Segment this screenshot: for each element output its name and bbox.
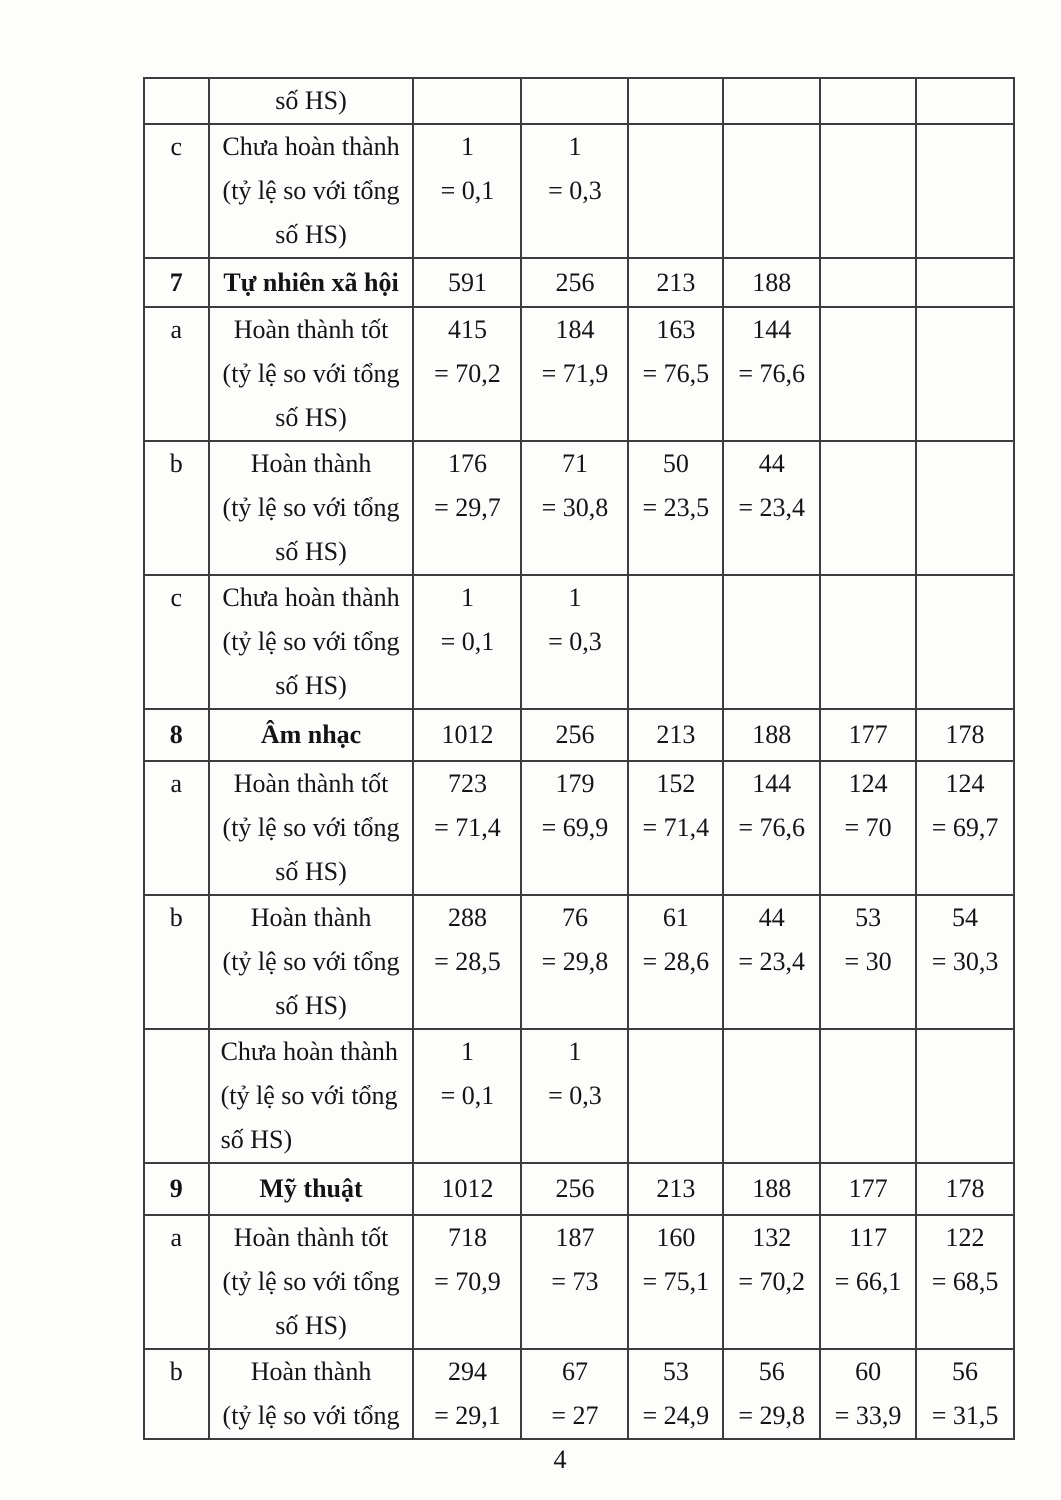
value-line: = 23,4 (738, 947, 806, 976)
value-cell (723, 761, 820, 895)
label-line: số HS) (275, 220, 347, 249)
table-row (144, 307, 1014, 441)
value-cell (521, 124, 628, 258)
value-cell (916, 575, 1014, 709)
value-cell (628, 1215, 723, 1349)
criterion-label-cell (209, 761, 414, 895)
value-cell (413, 895, 521, 1029)
value-line: = 0,1 (440, 176, 495, 205)
row-letter-cell (144, 78, 209, 124)
value-cell (628, 124, 723, 258)
value-cell (628, 895, 723, 1029)
label-line: (tỷ lệ so với tổng (220, 1081, 398, 1110)
criterion-label-cell (209, 1029, 414, 1163)
value-cell (628, 1029, 723, 1163)
table-row (144, 761, 1014, 895)
row-letter: a (170, 1223, 183, 1252)
table-row (144, 575, 1014, 709)
value-cell (521, 258, 628, 307)
value-cell (820, 895, 916, 1029)
label-line: (tỷ lệ so với tổng (222, 359, 400, 388)
value-line: 256 (555, 720, 595, 749)
row-letter-cell (144, 124, 209, 258)
label-line: số HS) (275, 991, 347, 1020)
value-cell (628, 258, 723, 307)
table-row (144, 1163, 1014, 1215)
row-letter: b (169, 449, 183, 478)
section-number-cell (144, 709, 209, 761)
value-line: = 71,4 (642, 813, 710, 842)
value-cell (820, 761, 916, 895)
value-cell (820, 258, 916, 307)
value-line: 160 (656, 1223, 696, 1252)
value-line: = 29,7 (434, 493, 501, 522)
row-letter-cell (144, 1029, 209, 1163)
value-cell (723, 124, 820, 258)
value-line: 213 (656, 1174, 696, 1203)
label-line: số HS) (275, 1311, 347, 1340)
value-line: 54 (952, 903, 979, 932)
criterion-label-cell (209, 1215, 414, 1349)
value-cell (820, 441, 916, 575)
label-line: số HS) (275, 857, 347, 886)
value-line: 124 (848, 769, 888, 798)
value-cell (413, 1163, 521, 1215)
value-cell (820, 1215, 916, 1349)
label-line: (tỷ lệ so với tổng (222, 813, 400, 842)
value-line: = 24,9 (642, 1401, 710, 1430)
value-line: = 0,1 (440, 627, 495, 656)
value-cell (628, 307, 723, 441)
value-cell (413, 709, 521, 761)
value-cell (413, 761, 521, 895)
value-line: 177 (848, 720, 888, 749)
value-line: = 68,5 (931, 1267, 999, 1296)
value-cell (820, 1029, 916, 1163)
value-line: 61 (662, 903, 689, 932)
value-cell (521, 575, 628, 709)
table-row (144, 1215, 1014, 1349)
value-cell (820, 709, 916, 761)
value-cell (413, 307, 521, 441)
value-cell (521, 1349, 628, 1439)
label-line: Âm nhạc (260, 720, 362, 749)
label-line: số HS) (275, 86, 347, 115)
subject-name-cell (209, 1163, 414, 1215)
value-cell (820, 307, 916, 441)
page-number: 4 (553, 1445, 567, 1474)
value-line: 60 (855, 1357, 882, 1386)
label-line: số HS) (220, 1125, 293, 1154)
value-line: = 70 (844, 813, 892, 842)
value-cell (723, 895, 820, 1029)
value-cell (820, 1163, 916, 1215)
value-cell (723, 1349, 820, 1439)
value-line: = 23,5 (642, 493, 710, 522)
criterion-label-cell (209, 441, 414, 575)
criterion-label-cell (209, 575, 414, 709)
value-line: = 69,9 (541, 813, 609, 842)
table-row (144, 124, 1014, 258)
value-cell (628, 441, 723, 575)
value-line: = 29,1 (434, 1401, 501, 1430)
value-cell (628, 575, 723, 709)
value-line: 177 (848, 1174, 888, 1203)
value-line: = 76,6 (738, 359, 806, 388)
row-letter-cell (144, 895, 209, 1029)
label-line: (tỷ lệ so với tổng (222, 1401, 400, 1430)
section-number-cell (144, 1163, 209, 1215)
row-letter: a (170, 315, 183, 344)
row-letter-cell (144, 307, 209, 441)
value-line: 144 (752, 315, 792, 344)
value-line: = 73 (551, 1267, 599, 1296)
value-cell (628, 1163, 723, 1215)
row-letter-cell (144, 575, 209, 709)
value-cell (820, 124, 916, 258)
value-cell (521, 709, 628, 761)
value-line: = 29,8 (738, 1401, 806, 1430)
value-cell (723, 258, 820, 307)
value-line: = 75,1 (642, 1267, 710, 1296)
value-line: = 76,6 (738, 813, 806, 842)
subject-name-cell (209, 709, 414, 761)
value-line: 1012 (441, 720, 494, 749)
row-letter: a (170, 769, 183, 798)
value-line: 591 (447, 267, 487, 297)
value-line: 294 (447, 1357, 487, 1386)
value-line: 132 (752, 1223, 792, 1252)
value-line: = 33,9 (834, 1401, 902, 1430)
value-line: 56 (758, 1357, 785, 1386)
value-line: 1 (568, 132, 582, 161)
value-line: = 0,3 (548, 627, 602, 656)
value-line: = 0,3 (548, 176, 602, 205)
label-line: số HS) (275, 403, 347, 432)
value-cell (820, 78, 916, 124)
row-letter-cell (144, 441, 209, 575)
value-cell (916, 895, 1014, 1029)
value-line: = 28,5 (434, 947, 501, 976)
label-line: Tự nhiên xã hội (223, 267, 399, 297)
value-line: = 0,1 (440, 1081, 495, 1110)
value-cell (413, 1215, 521, 1349)
value-cell (521, 761, 628, 895)
value-cell (521, 78, 628, 124)
value-cell (916, 761, 1014, 895)
value-line: = 71,9 (541, 359, 609, 388)
row-letter: c (170, 583, 183, 612)
value-cell (521, 1029, 628, 1163)
criterion-label-cell (209, 78, 414, 124)
value-line: 144 (752, 769, 792, 798)
table-row (144, 1029, 1014, 1163)
value-cell (628, 761, 723, 895)
value-line: = 71,4 (434, 813, 501, 842)
value-line: = 70,9 (434, 1267, 501, 1296)
value-line: 1 (460, 1037, 474, 1066)
value-line: 188 (752, 720, 792, 749)
label-line: (tỷ lệ so với tổng (222, 947, 400, 976)
value-line: 178 (945, 720, 985, 749)
value-line: 56 (952, 1357, 979, 1386)
value-line: 178 (945, 1174, 985, 1203)
criterion-label-cell (209, 307, 414, 441)
value-line: 67 (561, 1357, 588, 1386)
label-line: Hoàn thành tốt (233, 315, 389, 344)
value-cell (916, 1215, 1014, 1349)
value-cell (916, 78, 1014, 124)
value-line: = 66,1 (834, 1267, 902, 1296)
label-line: (tỷ lệ so với tổng (222, 493, 400, 522)
value-cell (723, 1029, 820, 1163)
row-letter: 8 (169, 720, 183, 749)
value-line: 718 (447, 1223, 487, 1252)
value-cell (628, 1349, 723, 1439)
label-line: số HS) (275, 537, 347, 566)
table-row (144, 258, 1014, 307)
criterion-label-cell (209, 124, 414, 258)
value-line: 288 (447, 903, 487, 932)
value-cell (916, 1349, 1014, 1439)
value-line: 723 (447, 769, 487, 798)
value-line: 152 (656, 769, 696, 798)
table-row (144, 1349, 1014, 1439)
row-letter: c (170, 132, 183, 161)
value-line: 176 (447, 449, 487, 478)
row-letter: 9 (169, 1174, 183, 1203)
label-line: Mỹ thuật (259, 1174, 363, 1203)
value-cell (413, 1349, 521, 1439)
table-row (144, 895, 1014, 1029)
value-cell (916, 709, 1014, 761)
value-cell (723, 709, 820, 761)
label-line: (tỷ lệ so với tổng (222, 176, 400, 205)
value-line: 179 (555, 769, 595, 798)
value-line: 256 (555, 267, 595, 297)
value-line: 53 (662, 1357, 689, 1386)
criterion-label-cell (209, 895, 414, 1029)
value-line: 44 (758, 903, 785, 932)
label-line: Hoàn thành (250, 903, 372, 932)
value-cell (723, 441, 820, 575)
value-line: = 31,5 (931, 1401, 999, 1430)
value-line: = 0,3 (548, 1081, 602, 1110)
label-line: Chưa hoàn thành (220, 1037, 398, 1066)
table-row (144, 78, 1014, 124)
section-number-cell (144, 258, 209, 307)
label-line: số HS) (275, 671, 347, 700)
value-cell (916, 258, 1014, 307)
value-cell (916, 1029, 1014, 1163)
value-line: 1 (460, 583, 474, 612)
value-line: 213 (656, 720, 696, 749)
criterion-label-cell (209, 1349, 414, 1439)
value-line: = 27 (551, 1401, 599, 1430)
value-cell (916, 1163, 1014, 1215)
value-line: 44 (758, 449, 785, 478)
value-line: = 70,2 (738, 1267, 806, 1296)
value-cell (413, 78, 521, 124)
value-line: = 69,7 (931, 813, 999, 842)
row-letter: b (169, 903, 183, 932)
value-line: 163 (656, 315, 696, 344)
value-line: 415 (447, 315, 487, 344)
value-line: = 30 (844, 947, 892, 976)
table-row (144, 441, 1014, 575)
subject-name-cell (209, 258, 414, 307)
value-line: = 76,5 (642, 359, 710, 388)
value-line: 213 (656, 267, 696, 297)
row-letter-cell (144, 1215, 209, 1349)
label-line: Hoàn thành (250, 1357, 372, 1386)
value-cell (916, 124, 1014, 258)
value-cell (521, 307, 628, 441)
value-cell (521, 895, 628, 1029)
row-letter-cell (144, 761, 209, 895)
value-cell (521, 1215, 628, 1349)
value-cell (628, 709, 723, 761)
value-cell (521, 1163, 628, 1215)
value-cell (723, 575, 820, 709)
value-line: 117 (849, 1223, 888, 1252)
value-cell (916, 441, 1014, 575)
value-line: 71 (561, 449, 588, 478)
value-line: = 23,4 (738, 493, 806, 522)
value-line: 184 (555, 315, 595, 344)
label-line: Hoàn thành tốt (233, 1223, 389, 1252)
table-row (144, 709, 1014, 761)
value-cell (521, 441, 628, 575)
value-cell (628, 78, 723, 124)
value-line: = 30,3 (931, 947, 999, 976)
value-cell (723, 1163, 820, 1215)
value-line: = 70,2 (434, 359, 501, 388)
label-line: Chưa hoàn thành (222, 132, 400, 161)
label-line: Hoàn thành tốt (233, 769, 389, 798)
value-line: 1012 (441, 1174, 494, 1203)
value-line: 76 (561, 903, 588, 932)
row-letter: b (169, 1357, 183, 1386)
value-cell (820, 575, 916, 709)
label-line: (tỷ lệ so với tổng (222, 627, 400, 656)
value-line: 1 (568, 1037, 582, 1066)
value-line: = 30,8 (541, 493, 609, 522)
value-line: = 29,8 (541, 947, 609, 976)
label-line: Hoàn thành (250, 449, 372, 478)
value-cell (820, 1349, 916, 1439)
value-cell (413, 1029, 521, 1163)
results-table (143, 77, 1015, 1440)
value-cell (723, 78, 820, 124)
value-cell (723, 1215, 820, 1349)
row-letter-cell (144, 1349, 209, 1439)
value-line: 53 (855, 903, 882, 932)
label-line: Chưa hoàn thành (222, 583, 400, 612)
value-line: 50 (662, 449, 689, 478)
value-line: 122 (945, 1223, 985, 1252)
value-line: 188 (752, 267, 792, 297)
value-cell (413, 258, 521, 307)
value-line: 1 (460, 132, 474, 161)
value-cell (413, 575, 521, 709)
value-cell (723, 307, 820, 441)
label-line: (tỷ lệ so với tổng (222, 1267, 400, 1296)
row-letter: 7 (169, 267, 183, 297)
value-cell (413, 124, 521, 258)
value-line: 188 (752, 1174, 792, 1203)
value-line: 124 (945, 769, 985, 798)
value-cell (413, 441, 521, 575)
value-line: 256 (555, 1174, 595, 1203)
value-line: 1 (568, 583, 582, 612)
value-line: 187 (555, 1223, 595, 1252)
value-line: = 28,6 (642, 947, 710, 976)
value-cell (916, 307, 1014, 441)
